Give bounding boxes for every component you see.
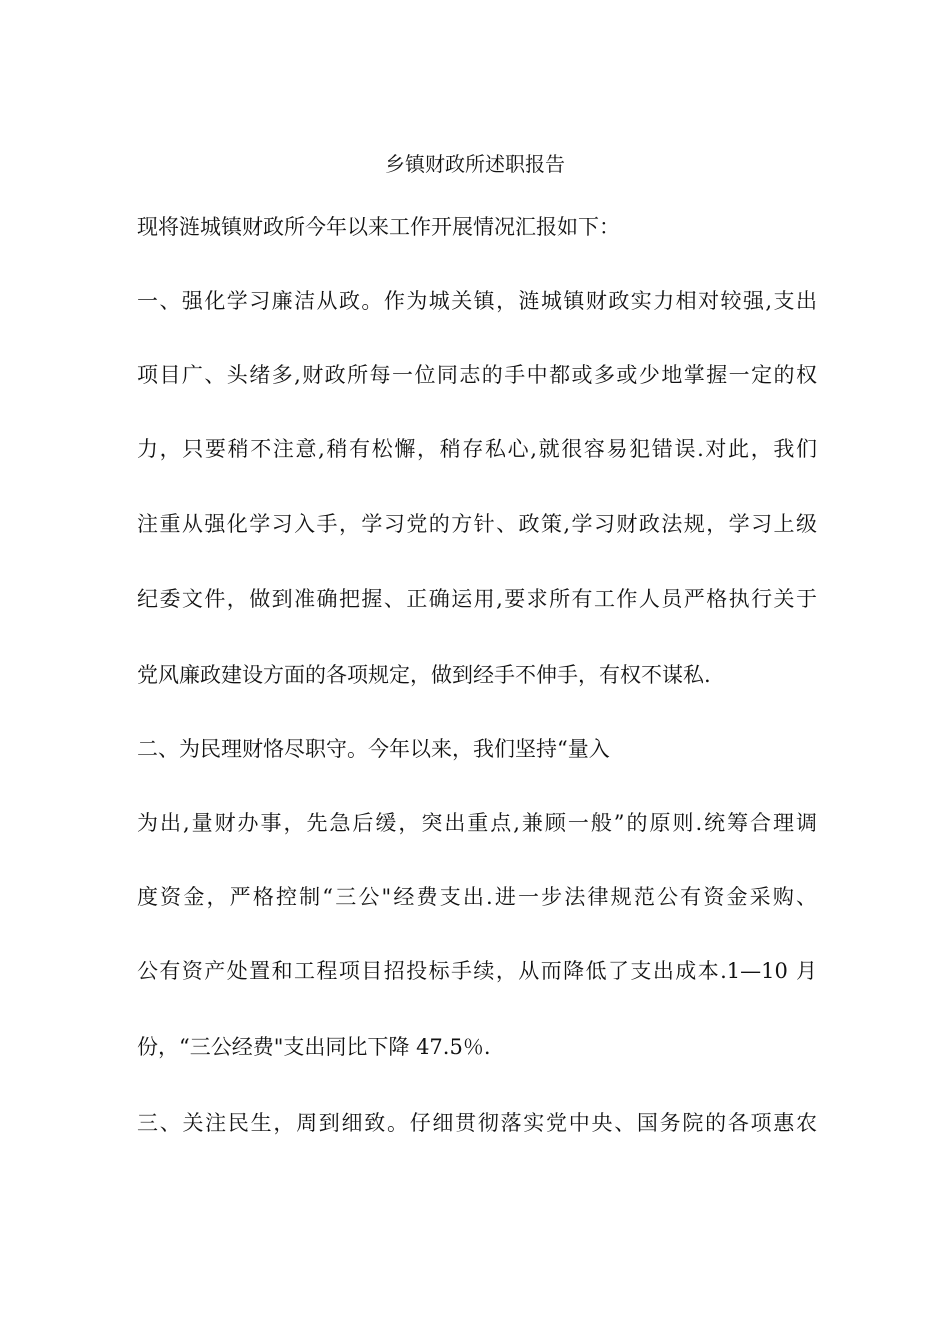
paragraph-line: 份，“三公经费"支出同比下降 47.5％. xyxy=(137,1035,491,1059)
paragraph-line: 现将涟城镇财政所今年以来工作开展情况汇报如下： xyxy=(137,215,620,239)
paragraph-line: 党风廉政建设方面的各项规定，做到经手不伸手，有权不谋私. xyxy=(137,663,711,687)
paragraph-line: 三、关注民生，周到细致。仔细贯彻落实党中央、国务院的各项惠农 xyxy=(137,1111,817,1135)
document-title: 乡镇财政所述职报告 xyxy=(385,152,565,176)
paragraph-line: 度资金，严格控制“三公"经费支出.进一步法律规范公有资金采购、 xyxy=(137,885,817,909)
paragraph-line: 一、强化学习廉洁从政。作为城关镇，涟城镇财政实力相对较强,支出 xyxy=(137,289,817,313)
paragraph-line: 公有资产处置和工程项目招投标手续，从而降低了支出成本.1—10 月 xyxy=(137,959,817,983)
paragraph-line: 力，只要稍不注意,稍有松懈，稍存私心,就很容易犯错误.对此，我们 xyxy=(137,437,817,461)
paragraph-line: 纪委文件，做到准确把握、正确运用,要求所有工作人员严格执行关于 xyxy=(137,587,817,611)
paragraph-line: 二、为民理财恪尽职守。今年以来，我们坚持“量入 xyxy=(137,737,610,761)
paragraph-line: 项目广、头绪多,财政所每一位同志的手中都或多或少地掌握一定的权 xyxy=(137,363,817,387)
paragraph-line: 为出,量财办事，先急后缓，突出重点,兼顾一般”的原则.统筹合理调 xyxy=(137,811,817,835)
paragraph-line: 注重从强化学习入手，学习党的方针、政策,学习财政法规，学习上级 xyxy=(137,512,817,536)
